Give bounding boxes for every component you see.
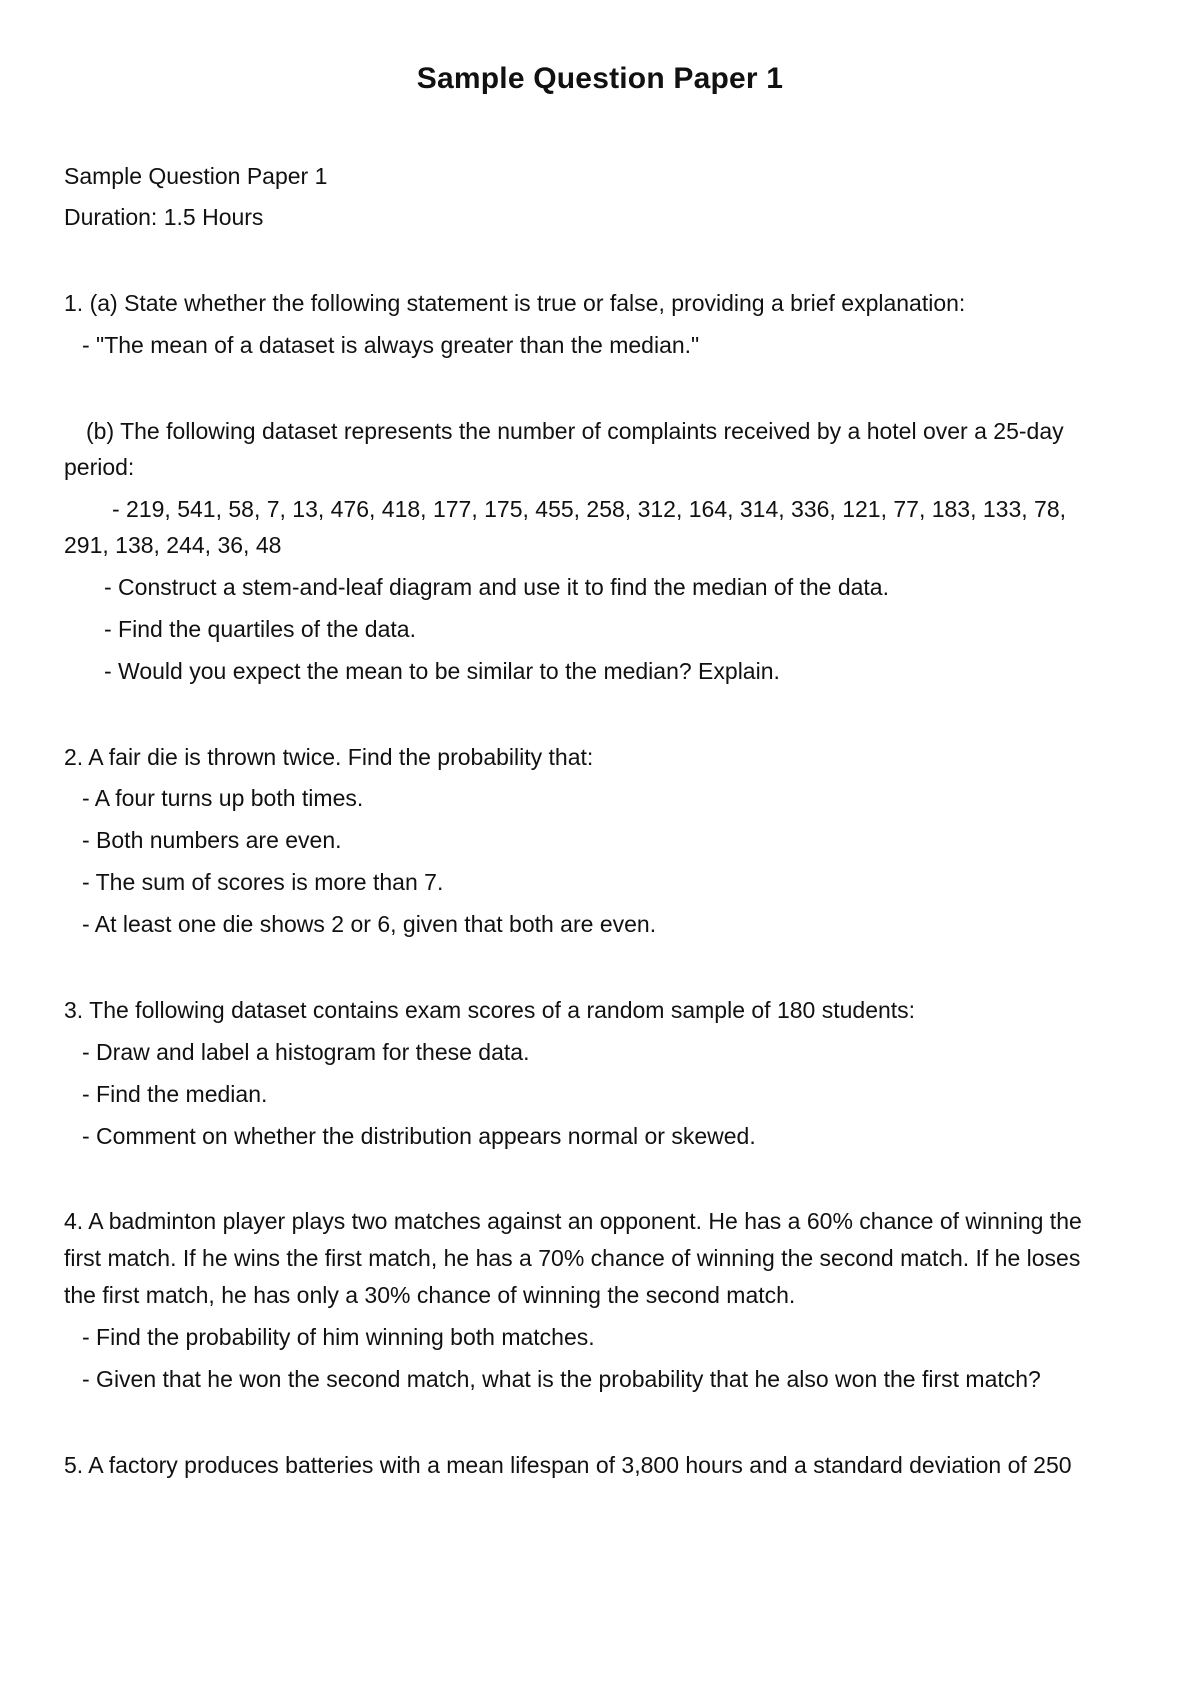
q1-dataset: - 219, 541, 58, 7, 13, 476, 418, 177, 175, 455, 258, 312, 164, 314, 336, 121, 77, 183, 133, 78, xyxy=(112,496,1067,522)
q1-statement: - "The mean of a dataset is always greater than the median." xyxy=(82,332,700,358)
q2-part: - A four turns up both times. xyxy=(82,785,364,811)
q4-part: - Find the probability of him winning both matches. xyxy=(82,1324,595,1350)
q2-part: - Both numbers are even. xyxy=(82,827,342,853)
page-title: Sample Question Paper 1 xyxy=(416,62,784,95)
q1-task: - Find the quartiles of the data. xyxy=(104,616,416,642)
q1-part-b-cont: period: xyxy=(64,454,135,480)
q3-part: - Find the median. xyxy=(82,1081,268,1107)
q3-part: - Comment on whether the distribution appears normal or skewed. xyxy=(82,1123,756,1149)
q5-stem: 5. A factory produces batteries with a mean lifespan of 3,800 hours and a standard deviation of 250 xyxy=(64,1452,1072,1478)
paper-subtitle: Sample Question Paper 1 xyxy=(64,163,328,189)
q1-task: - Construct a stem-and-leaf diagram and use it to find the median of the data. xyxy=(104,574,889,600)
q2-part: - At least one die shows 2 or 6, given that both are even. xyxy=(82,911,657,937)
q2-stem: 2. A fair die is thrown twice. Find the probability that: xyxy=(64,744,594,770)
q3-stem: 3. The following dataset contains exam scores of a random sample of 180 students: xyxy=(64,997,916,1023)
q1-part-a: 1. (a) State whether the following statement is true or false, providing a brief explanation: xyxy=(64,290,966,316)
q1-part-b: (b) The following dataset represents the number of complaints received by a hotel over a 25-day xyxy=(86,418,1064,444)
q2-part: - The sum of scores is more than 7. xyxy=(82,869,444,895)
q1-dataset-cont: 291, 138, 244, 36, 48 xyxy=(64,532,282,558)
q3-part: - Draw and label a histogram for these data. xyxy=(82,1039,530,1065)
q4-part: - Given that he won the second match, what is the probability that he also won the first match? xyxy=(82,1366,1041,1392)
q4-stem: the first match, he has only a 30% chance of winning the second match. xyxy=(64,1282,796,1308)
q4-stem: first match. If he wins the first match, he has a 70% chance of winning the second match. If he loses xyxy=(64,1245,1081,1271)
duration-text: Duration: 1.5 Hours xyxy=(64,204,264,230)
q4-stem: 4. A badminton player plays two matches against an opponent. He has a 60% chance of winning the xyxy=(64,1208,1082,1234)
q1-task: - Would you expect the mean to be similar to the median? Explain. xyxy=(104,658,780,684)
